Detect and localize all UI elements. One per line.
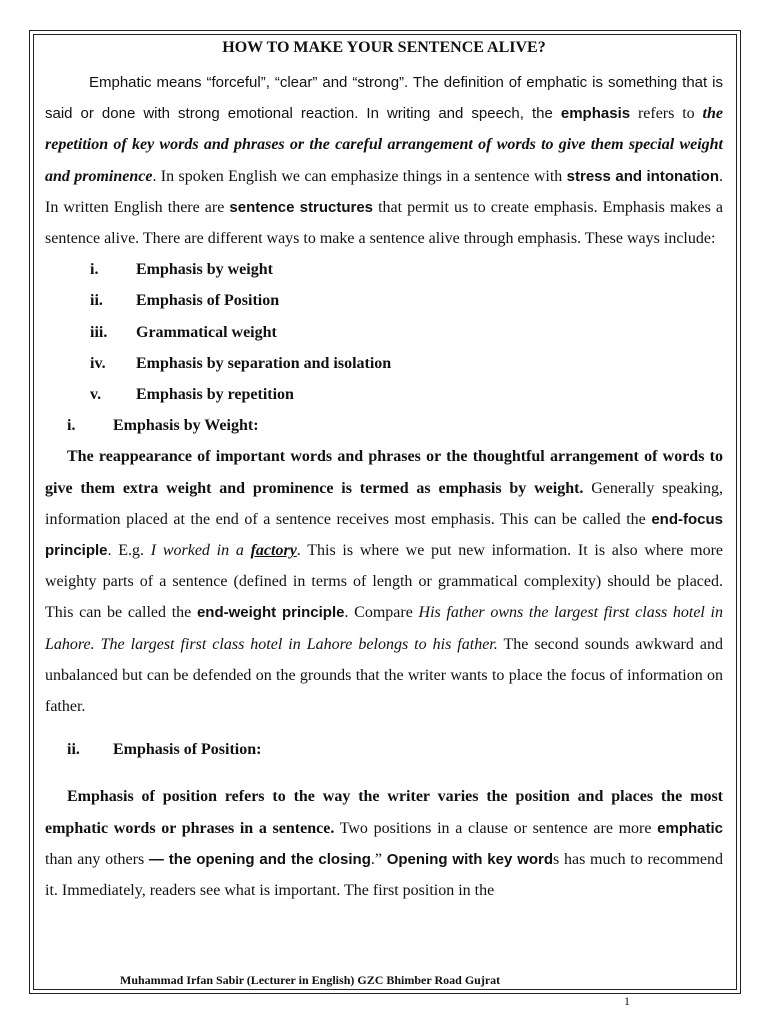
weight-paragraph: The reappearance of important words and phrases or the thoughtful arrangement of words to give them extra weight and prominence is termed as emphasis by weight. Generally speaking, information placed at the end of a sentence receives most emphasis. This can be called the end-focus principle. E.g. I worked in a factory. This is where we put new information. It is also where more weighty parts of a sentence (defined in terms of length or grammatical complexity) should be placed. This can be called the end-weight principle. Compare His father owns the largest first class hotel in Lahore. The largest first class hotel in Lahore belongs to his father. The second sounds awkward and unbalanced but can be defended on the grounds that the writer wants to place the focus of information on father.: [45, 448, 724, 716]
position-paragraph: Emphasis of position refers to the way the writer varies the position and places the most emphatic words or phrases in a sentence. Two positions in a clause or sentence are more emphatic than any others — the opening and the closing.” Opening with key words has much to recommend it. Immediately, readers see what is important. The first position in the: [45, 788, 724, 900]
list-item: iv. Emphasis by separation and isolation: [90, 354, 392, 372]
intro-paragraph: Emphatic means “forceful”, “clear” and “strong”. The definition of emphatic is something that is said or done with strong emotional reaction. In writing and speech, the emphasis refers to the repetition of key words and phrases or the careful arrangement of words to give them special weight and prominence. In spoken English we can emphasize things in a sentence with stress and intonation. In written English there are sentence structures that permit us to create emphasis. Emphasis makes a sentence alive. There are different ways to make a sentence alive through emphasis. These ways include:: [45, 74, 724, 248]
list-item: i. Emphasis by weight: [90, 261, 273, 279]
document-body: [45, 34, 723, 906]
document-title: HOW TO MAKE YOUR SENTENCE ALIVE?: [222, 39, 546, 56]
section-heading-position: ii. Emphasis of Position:: [67, 741, 262, 759]
list-item: iii. Grammatical weight: [90, 323, 277, 341]
list-item: ii. Emphasis of Position: [90, 292, 280, 310]
page-number: 1: [624, 994, 630, 1008]
section-heading-weight: i. Emphasis by Weight:: [67, 417, 259, 435]
ways-list: [45, 254, 723, 410]
list-item: v. Emphasis by repetition: [90, 386, 294, 404]
footer-author: Muhammad Irfan Sabir (Lecturer in English) GZC Bhimber Road Gujrat: [120, 973, 501, 987]
